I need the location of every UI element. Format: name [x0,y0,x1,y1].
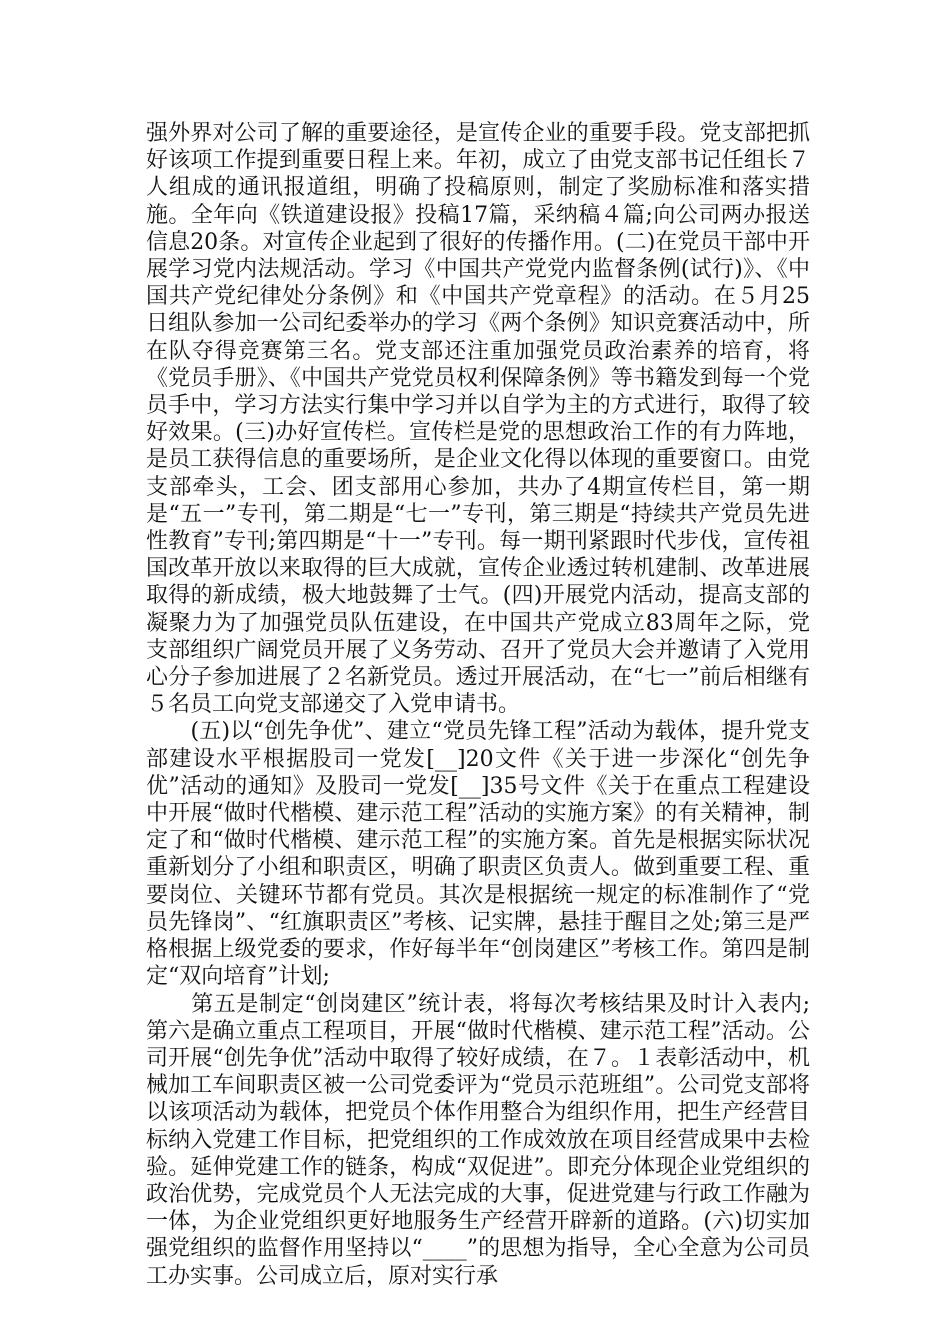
paragraph-3: 第五是制定“创岗建区”统计表，将每次考核结果及时计入表内;第六是确立重点工程项目，开展“做时代楷模、建示范工程”活动。公司开展“创先争优”活动中取得了较好成绩，在７。１表彰活动中，机械加工车间职责区被一公司党委评为“党员示范班组”。公司党支部将以该项活动为载体，把党员个体作用整合为组织作用，把生产经营目标纳入党建工作目标，把党组织的工作成效放在项目经营成果中去检验。延伸党建工作的链条，构成“双促进”。即充分体现企业党组织的政治优势，完成党员个人无法完成的大事，促进党建与行政工作融为一体，为企业党组织更好地服务生产经营开辟新的道路。(六)切实加强党组织的监督作用坚持以“____”的思想为指导，全心全意为公司员工办实事。公司成立后，原对实行承 [146,991,810,1289]
paragraph-1: 强外界对公司了解的重要途径，是宣传企业的重要手段。党支部把抓好该项工作提到重要日程上来。年初，成立了由党支部书记任组长７人组成的通讯报道组，明确了投稿原则，制定了奖励标准和落实措施。全年向《铁道建设报》投稿17篇，采纳稿４篇;向公司两办报送信息20条。对宣传企业起到了很好的传播作用。(二)在党员干部中开展学习党内法规活动。学习《中国共产党党内监督条例(试行)》、《中国共产党纪律处分条例》和《中国共产党章程》的活动。在５月25日组队参加一公司纪委举办的学习《两个条例》知识竞赛活动中，所在队夺得竞赛第三名。党支部还注重加强党员政治素养的培育，将《党员手册》、《中国共产党党员权利保障条例》等书籍发到每一个党员手中，学习方法实行集中学习并以自学为主的方式进行，取得了较好效果。(三)办好宣传栏。宣传栏是党的思想政治工作的有力阵地，是员工获得信息的重要场所，是企业文化得以体现的重要窗口。由党支部牵头，工会、团支部用心参加，共办了4期宣传栏目，第一期是“五一”专刊，第二期是“七一”专刊，第三期是“持续共产党员先进性教育”专刊;第四期是“十一”专刊。每一期刊紧跟时代步伐，宣传祖国改革开放以来取得的巨大成就，宣传企业透过转机建制、改革进展取得的新成绩，极大地鼓舞了士气。(四)开展党内活动，提高支部的凝聚力为了加强党员队伍建设，在中国共产党成立83周年之际，党支部组织广阔党员开展了义务劳动、召开了党员大会并邀请了入党用心分子参加进展了２名新党员。透过开展活动，在“七一”前后相继有５名员工向党支部递交了入党申请书。 [146,121,810,718]
body-text [146,120,810,1290]
paragraph-2: (五)以“创先争优”、建立“党员先锋工程”活动为载体，提升党支部建设水平根据股司一党发[__]20文件《关于进一步深化“创先争优”活动的通知》及股司一党发[__]35号文件《关于在重点工程建设中开展“做时代楷模、建示范工程”活动的实施方案》的有关精神，制定了和“做时代楷模、建示范工程”的实施方案。首先是根据实际状况重新划分了小组和职责区，明确了职责区负责人。做到重要工程、重要岗位、关键环节都有党员。其次是根据统一规定的标准制作了“党员先锋岗”、“红旗职责区”考核、记实牌，悬挂于醒目之处;第三是严格根据上级党委的要求，作好每半年“创岗建区”考核工作。第四是制定“双向培育”计划; [146,719,810,990]
